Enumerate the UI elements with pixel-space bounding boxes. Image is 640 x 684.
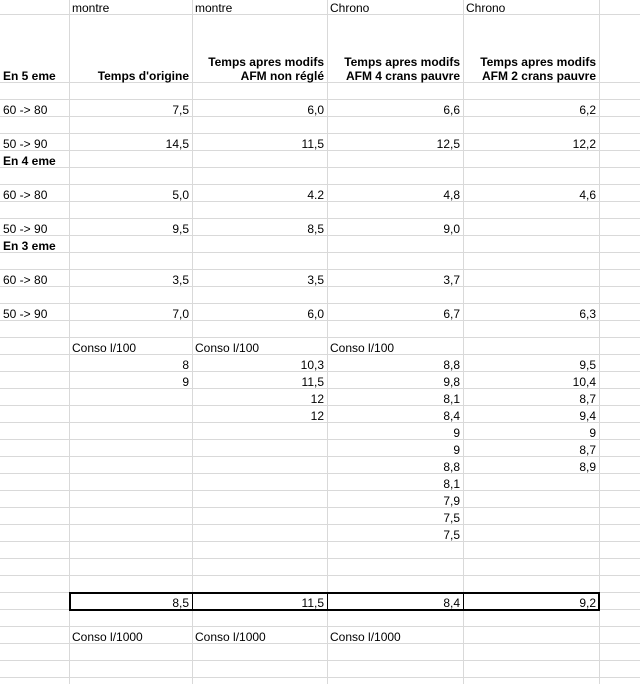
row-gridline — [0, 575, 640, 576]
cell-text: Temps apres modifs AFM 2 crans pauvre — [480, 55, 596, 83]
cell-text: Temps d'origine — [97, 69, 189, 83]
conso-value[interactable]: 8,9 — [579, 460, 596, 474]
conso-value[interactable] — [69, 389, 192, 406]
row-label[interactable]: 50 -> 90 — [3, 307, 48, 321]
time-value[interactable]: 14,5 — [165, 137, 189, 151]
time-value[interactable] — [463, 219, 599, 236]
conso-value[interactable]: 9 — [453, 426, 460, 440]
conso-value[interactable]: 8,8 — [443, 358, 460, 372]
column-header[interactable] — [69, 15, 192, 83]
time-value[interactable]: 4,6 — [579, 188, 596, 202]
row-label[interactable]: 60 -> 80 — [3, 273, 48, 287]
row-gridline — [0, 558, 640, 559]
time-value[interactable]: 4,8 — [443, 188, 460, 202]
conso-value[interactable]: 9,8 — [443, 375, 460, 389]
conso-value[interactable]: 11,5 — [301, 375, 324, 389]
time-value[interactable]: 6,0 — [307, 103, 324, 117]
cell-text: En 5 eme — [3, 69, 56, 83]
time-value[interactable]: 12,5 — [436, 137, 460, 151]
time-value[interactable]: 6,2 — [579, 103, 596, 117]
conso-value[interactable]: 9 — [453, 443, 460, 457]
conso-value[interactable] — [192, 423, 327, 440]
column-header[interactable] — [463, 15, 599, 83]
time-value[interactable]: 6,0 — [307, 307, 324, 321]
time-value[interactable]: 3,7 — [443, 273, 460, 287]
conso-value[interactable] — [69, 440, 192, 457]
conso-value[interactable] — [69, 491, 192, 508]
row-label[interactable]: 60 -> 80 — [3, 188, 48, 202]
cell-text: Temps apres modifs AFM non réglé — [208, 55, 324, 83]
time-value[interactable]: 6,3 — [579, 307, 596, 321]
conso-value[interactable] — [69, 457, 192, 474]
conso-value[interactable] — [69, 406, 192, 423]
time-value[interactable]: 12,2 — [572, 137, 596, 151]
conso-value[interactable]: 8,1 — [443, 392, 460, 406]
conso-value[interactable]: 10,4 — [572, 375, 596, 389]
conso-footer[interactable]: Conso l/1000 — [72, 630, 143, 644]
conso-value[interactable] — [192, 508, 327, 525]
conso-value[interactable] — [463, 491, 599, 508]
conso-value[interactable]: 8,7 — [579, 443, 596, 457]
conso-value[interactable]: 8,7 — [579, 392, 596, 406]
average-value[interactable]: 9,2 — [579, 596, 596, 610]
cell-text: Temps apres modifs AFM 4 crans pauvre — [344, 55, 460, 83]
time-value[interactable]: 3,5 — [307, 273, 324, 287]
time-value[interactable] — [463, 270, 599, 287]
row-gridline — [0, 252, 640, 253]
row-gridline — [0, 167, 640, 168]
conso-value[interactable]: 9 — [182, 375, 189, 389]
totals-separator — [327, 593, 328, 610]
average-value[interactable]: 8,5 — [172, 596, 189, 610]
conso-header[interactable]: Conso l/100 — [72, 341, 137, 355]
time-value[interactable]: 7,5 — [172, 103, 189, 117]
time-value[interactable]: 4.2 — [307, 188, 324, 202]
conso-value[interactable]: 8 — [182, 358, 189, 372]
conso-value[interactable] — [192, 491, 327, 508]
section-label[interactable]: En 4 eme — [3, 154, 56, 168]
conso-footer[interactable]: Conso l/1000 — [330, 630, 401, 644]
average-value[interactable]: 8,4 — [443, 596, 460, 610]
conso-header[interactable]: Conso l/100 — [330, 341, 395, 355]
conso-value[interactable] — [192, 440, 327, 457]
section-label[interactable]: En 3 eme — [3, 239, 56, 253]
conso-value[interactable] — [463, 474, 599, 491]
row-gridline — [0, 660, 640, 661]
time-value[interactable]: 9,5 — [172, 222, 189, 236]
average-value[interactable]: 11,5 — [301, 596, 324, 610]
row-label[interactable]: 50 -> 90 — [3, 137, 48, 151]
time-value[interactable]: 7,0 — [172, 307, 189, 321]
time-value[interactable]: 8,5 — [307, 222, 324, 236]
column-source-label[interactable]: montre — [195, 1, 233, 15]
column-gridline — [599, 0, 600, 684]
conso-value[interactable]: 12 — [310, 392, 324, 406]
conso-value[interactable]: 9,4 — [579, 409, 596, 423]
time-value[interactable]: 9,0 — [443, 222, 460, 236]
time-value[interactable]: 11,5 — [301, 137, 324, 151]
column-source-label[interactable]: montre — [72, 1, 110, 15]
conso-footer[interactable]: Conso l/1000 — [195, 630, 266, 644]
column-source-label[interactable]: Chrono — [466, 1, 506, 15]
conso-value[interactable] — [69, 508, 192, 525]
section-label[interactable] — [0, 15, 69, 83]
conso-value[interactable]: 12 — [310, 409, 324, 423]
column-header[interactable] — [192, 15, 327, 83]
conso-value[interactable] — [69, 423, 192, 440]
row-label[interactable]: 60 -> 80 — [3, 103, 48, 117]
time-value[interactable]: 6,7 — [443, 307, 460, 321]
time-value[interactable]: 6,6 — [443, 103, 460, 117]
conso-value[interactable]: 8,4 — [443, 409, 460, 423]
conso-value[interactable] — [192, 457, 327, 474]
conso-value[interactable]: 7,5 — [443, 528, 460, 542]
totals-separator — [192, 593, 193, 610]
row-label[interactable]: 50 -> 90 — [3, 222, 48, 236]
column-header[interactable] — [327, 15, 463, 83]
conso-value[interactable]: 8,8 — [443, 460, 460, 474]
conso-value[interactable]: 9 — [589, 426, 596, 440]
conso-value[interactable] — [69, 525, 192, 542]
conso-value[interactable] — [192, 474, 327, 491]
totals-separator — [463, 593, 464, 610]
conso-value[interactable] — [192, 525, 327, 542]
conso-value[interactable]: 8,1 — [443, 477, 460, 491]
conso-header[interactable]: Conso l/100 — [195, 341, 260, 355]
row-gridline — [0, 677, 640, 678]
time-value[interactable]: 3,5 — [172, 273, 189, 287]
conso-value[interactable]: 10,3 — [300, 358, 324, 372]
conso-value[interactable] — [463, 508, 599, 525]
conso-value[interactable]: 7,9 — [443, 494, 460, 508]
conso-value[interactable] — [463, 525, 599, 542]
column-source-label[interactable]: Chrono — [330, 1, 370, 15]
conso-value[interactable] — [69, 474, 192, 491]
time-value[interactable]: 5,0 — [172, 188, 189, 202]
conso-value[interactable]: 9,5 — [579, 358, 596, 372]
conso-value[interactable]: 7,5 — [443, 511, 460, 525]
